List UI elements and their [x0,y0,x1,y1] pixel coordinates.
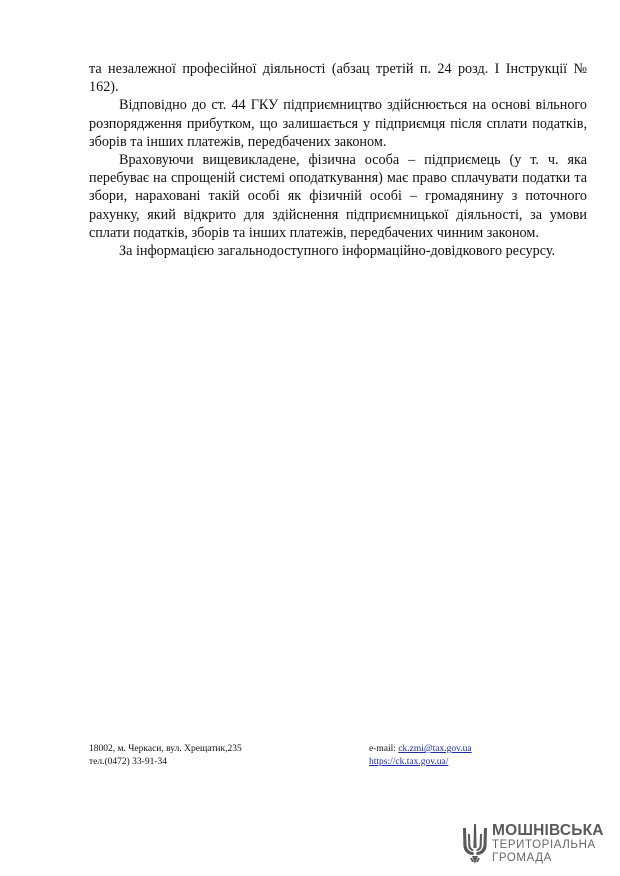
document-body [89,60,587,260]
logo-wordmark [492,822,604,865]
footer-contacts [89,743,242,768]
website-link[interactable]: https://ck.tax.gov.ua/ [369,756,449,767]
logo-line-2: ТЕРИТОРІАЛЬНА [492,839,596,851]
paragraph-conclusion: Враховуючи вищевикладене, фізична особа – підприємець (у т. ч. яка перебуває на спрощеній системі оподаткування) має право сплачувати податки та збори, нараховані такій особі як фізичній особі – громадянину з поточного рахунку, який відкрито для здійснення підприємницької діяльності, за умови сплати податків, зборів та інших платежів, передбачених чинним законом. [89,152,587,241]
tryzub-icon [462,824,488,868]
email-link[interactable]: ck.zmi@tax.gov.ua [398,744,472,754]
email-label: e-mail: [369,744,399,754]
paragraph-gku-article: Відповідно до ст. 44 ГКУ підприємництво здійснюється на основі вільного розпорядження прибутком, що залишається у підприємця після сплати податків, зборів та інших платежів, передбачених законом. [89,97,587,150]
footer-website-line [369,756,472,769]
paragraph-source: За інформацією загальнодоступного інформаційно-довідкового ресурсу. [119,243,556,260]
footer-email-line [369,743,472,756]
logo-line-3: ГРОМАДА [492,852,552,864]
paragraph-continuation: та незалежної професійної діяльності (абзац третій п. 24 розд. І Інструкції № 162). [89,61,587,96]
footer-address: 18002, м. Черкаси, вул. Хрещатик,235 [89,744,242,754]
footer-online [369,743,472,768]
logo-line-1: МОШНІВСЬКА [492,822,604,839]
footer-phone: тел.(0472) 33-91-34 [89,756,168,767]
community-logo [462,822,607,870]
